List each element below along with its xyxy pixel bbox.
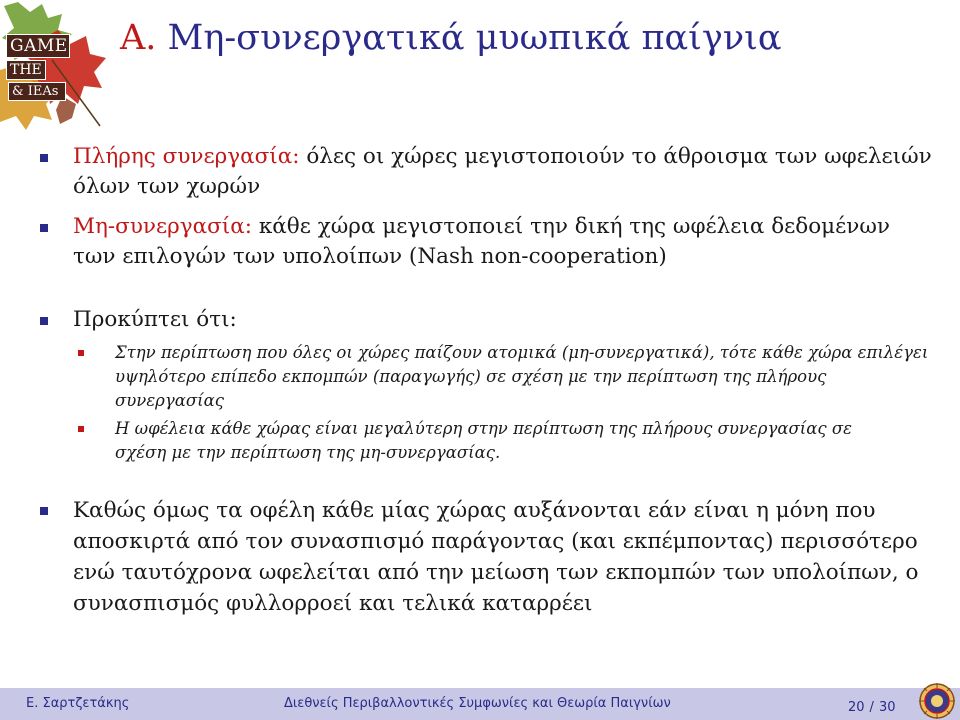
coalition-collapse-text: Καθώς όμως τα οφέλη κάθε μίας χώρας αυξάνονται εάν είναι η μόνη που αποσκιρτά από τον συνασπισμό παράγοντας (και εκπέμποντας) περισσότερο ενώ ταυτόχρονα ωφελείται από την μείωση των εκπομπών των υπολοίπων, ο συνασπισμός φυλλορροεί και τελικά καταρρέει bbox=[73, 498, 919, 616]
page-total: 30 bbox=[878, 700, 896, 715]
bullet-coalition-collapse bbox=[36, 495, 946, 619]
page-counter bbox=[848, 700, 895, 715]
bullet-results bbox=[36, 305, 946, 335]
page-current: 20 bbox=[848, 700, 865, 715]
footer-title: Διεθνείς Περιβαλλοντικές Συμφωνίες και Θεωρία Παιγνίων bbox=[284, 696, 671, 711]
results-heading: Προκύπτει ότι: bbox=[73, 307, 237, 332]
small-square-bullet-icon bbox=[78, 426, 84, 432]
bullet-non-cooperation bbox=[36, 212, 896, 272]
logo-text-game: GAME bbox=[6, 34, 70, 58]
bullet-full-cooperation bbox=[36, 142, 946, 202]
sub-bullet-welfare bbox=[36, 417, 856, 465]
slide-footer bbox=[0, 688, 960, 720]
definition-non-cooperation: κάθε χώρα μεγιστοποιεί την δική της ωφέλεια δεδομένων των επιλογών των υπολοίπων (Nash non-cooperation) bbox=[73, 214, 890, 269]
sub-bullet-text: Στην περίπτωση που όλες οι χώρες παίζουν ατομικά (μη-συνεργατικά), τότε κάθε χώρα επιλέγει υψηλότερο επίπεδο εκπομπών (παραγωγής) σε σχέση με την περίπτωση της πλήρους συνεργασίας bbox=[115, 343, 929, 410]
square-bullet-icon bbox=[40, 224, 48, 232]
term-full-cooperation: Πλήρης συνεργασία: bbox=[73, 144, 300, 169]
square-bullet-icon bbox=[40, 507, 48, 515]
sub-bullet-emissions bbox=[36, 341, 936, 413]
game-theory-logo bbox=[0, 0, 110, 130]
section-title-text: Μη-συνεργατικά μυωπικά παίγνια bbox=[167, 18, 782, 58]
logo-text-ieas: & IEAs bbox=[8, 82, 66, 101]
logo-text-the: THE bbox=[6, 60, 46, 80]
square-bullet-icon bbox=[40, 154, 48, 162]
page-separator: / bbox=[869, 700, 874, 715]
university-seal-icon bbox=[918, 682, 956, 720]
footer-author: Ε. Σαρτζετάκης bbox=[26, 696, 130, 711]
sub-bullet-text: Η ωφέλεια κάθε χώρας είναι μεγαλύτερη στην περίπτωση της πλήρους συνεργασίας σε σχέση με την περίπτωση της μη-συνεργασίας. bbox=[115, 419, 852, 462]
small-square-bullet-icon bbox=[78, 350, 84, 356]
section-number: A. bbox=[120, 18, 157, 58]
slide-content bbox=[36, 142, 946, 619]
slide-title bbox=[120, 18, 781, 58]
square-bullet-icon bbox=[40, 317, 48, 325]
term-non-cooperation: Μη-συνεργασία: bbox=[73, 214, 252, 239]
definition-full-cooperation: όλες οι χώρες μεγιστοποιούν το άθροισμα των ωφελειών όλων των χωρών bbox=[73, 144, 932, 199]
